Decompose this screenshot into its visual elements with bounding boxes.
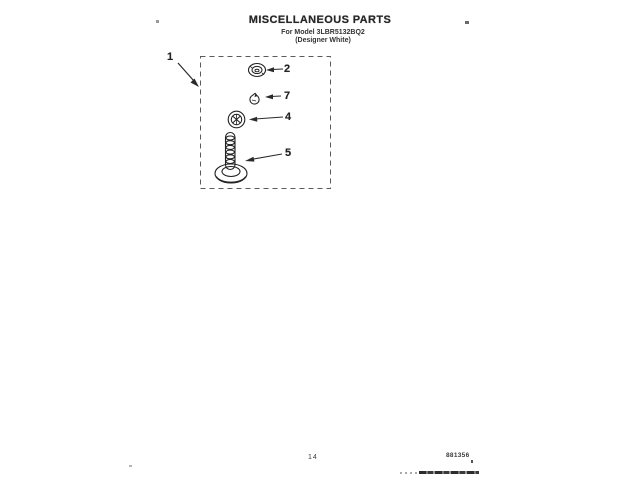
document-number: 881356 bbox=[446, 452, 470, 459]
page-number: 14 bbox=[308, 454, 318, 461]
leveling-screw-icon bbox=[215, 133, 247, 184]
callout-5-arrow bbox=[245, 154, 282, 162]
callout-2-arrow bbox=[266, 67, 283, 72]
page-title: MISCELLANEOUS PARTS bbox=[248, 14, 392, 26]
callout-label-4: 4 bbox=[285, 111, 292, 123]
callout-4-arrow bbox=[249, 117, 283, 122]
callout-1-arrow bbox=[178, 63, 199, 87]
assembly-dashed-box bbox=[201, 57, 331, 189]
model-line: For Model 3LBR5132BQ2 bbox=[281, 29, 365, 36]
doc-number-tick-mark bbox=[471, 460, 473, 463]
callout-label-2: 2 bbox=[284, 63, 291, 75]
push-nut-icon bbox=[228, 111, 245, 128]
callout-7-arrow bbox=[265, 94, 281, 99]
washer-icon bbox=[249, 64, 266, 77]
scan-speck bbox=[156, 20, 159, 23]
scan-smudge bbox=[400, 472, 420, 474]
callout-label-5: 5 bbox=[285, 147, 292, 159]
callout-label-1: 1 bbox=[167, 51, 174, 63]
designer-color-line: (Designer White) bbox=[295, 37, 351, 44]
callout-label-7: 7 bbox=[284, 90, 291, 102]
scan-smudge bbox=[419, 471, 479, 474]
clip-icon bbox=[250, 93, 259, 104]
scan-speck bbox=[465, 21, 469, 24]
scan-speck bbox=[129, 465, 132, 467]
